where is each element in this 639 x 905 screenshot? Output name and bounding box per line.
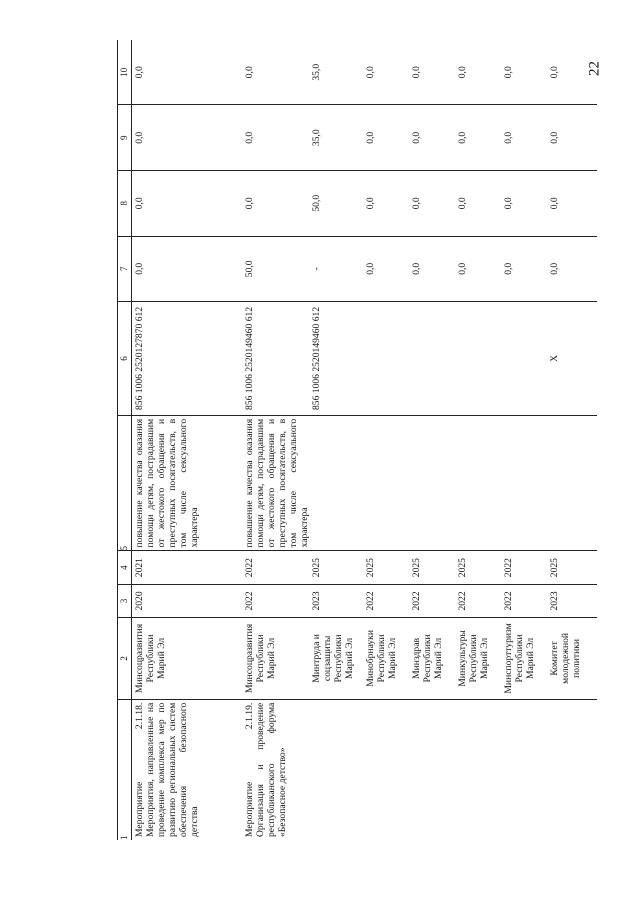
value-col-10: 0,0 — [363, 40, 409, 105]
expected-result — [409, 415, 455, 551]
value-col-9: 0,0 — [363, 105, 409, 171]
column-header-2: 2 — [118, 618, 132, 700]
end-year: 2022 — [242, 551, 311, 584]
measure-name — [363, 699, 409, 840]
start-year: 2022 — [455, 584, 501, 617]
value-col-7: - — [311, 236, 363, 302]
end-year: 2025 — [409, 551, 455, 584]
value-col-10: 0,0 — [547, 40, 597, 105]
measure-name — [501, 699, 547, 840]
page-number: 22 — [586, 61, 603, 76]
column-header-9: 9 — [118, 105, 132, 171]
value-col-8: 0,0 — [547, 171, 597, 237]
start-year: 2020 — [132, 584, 242, 617]
expected-result — [363, 415, 409, 551]
table-row — [363, 40, 409, 840]
start-year: 2022 — [409, 584, 455, 617]
value-col-9: 0,0 — [409, 105, 455, 171]
table-row — [547, 40, 597, 840]
budget-code — [501, 302, 547, 416]
executor: Минсоцразвития Республики Марий Эл — [242, 618, 311, 700]
budget-code: 856 1006 2520149460 612 — [311, 302, 363, 416]
budget-code: 856 1006 2520127870 612 — [132, 302, 242, 416]
budget-code — [363, 302, 409, 416]
value-col-10: 35,0 — [311, 40, 363, 105]
value-col-7: 50,0 — [242, 236, 311, 302]
value-col-9: 0,0 — [455, 105, 501, 171]
measure-name — [455, 699, 501, 840]
budget-code: X — [547, 302, 597, 416]
document-table-rotated — [117, 40, 607, 840]
expected-result — [311, 415, 363, 551]
value-col-9: 0,0 — [242, 105, 311, 171]
value-col-10: 0,0 — [132, 40, 242, 105]
table-row — [311, 40, 363, 840]
budget-code — [455, 302, 501, 416]
start-year: 2022 — [501, 584, 547, 617]
value-col-8: 0,0 — [409, 171, 455, 237]
start-year: 2022 — [363, 584, 409, 617]
column-header-4: 4 — [118, 551, 132, 584]
table-row — [409, 40, 455, 840]
value-col-10: 0,0 — [242, 40, 311, 105]
value-col-7: 0,0 — [455, 236, 501, 302]
budget-code: 856 1006 2520149460 612 — [242, 302, 311, 416]
column-header-5: 5 — [118, 415, 132, 551]
column-header-7: 7 — [118, 236, 132, 302]
value-col-10: 0,0 — [409, 40, 455, 105]
end-year: 2025 — [363, 551, 409, 584]
end-year: 2021 — [132, 551, 242, 584]
expected-result — [455, 415, 501, 551]
column-header-3: 3 — [118, 584, 132, 617]
value-col-10: 0,0 — [455, 40, 501, 105]
measure-name — [311, 699, 363, 840]
start-year: 2023 — [547, 584, 597, 617]
budget-code — [409, 302, 455, 416]
executor: Комитет молодежной политики — [547, 618, 597, 700]
start-year: 2023 — [311, 584, 363, 617]
column-header-8: 8 — [118, 171, 132, 237]
value-col-8: 0,0 — [455, 171, 501, 237]
expected-result — [547, 415, 597, 551]
measure-name: Мероприятие 2.1.19. Организация и проведение республиканского форума «Безопасное детство» — [243, 702, 288, 837]
executor: Минсоцразвития Республики Марий Эл — [132, 618, 242, 700]
executor: Минкультуры Республики Марий Эл — [455, 618, 501, 700]
value-col-7: 0,0 — [547, 236, 597, 302]
end-year: 2025 — [547, 551, 597, 584]
value-col-9: 35,0 — [311, 105, 363, 171]
column-number-row — [118, 40, 132, 840]
value-col-8: 50,0 — [311, 171, 363, 237]
end-year: 2025 — [455, 551, 501, 584]
value-col-8: 0,0 — [363, 171, 409, 237]
table-row — [242, 40, 311, 840]
table-row — [455, 40, 501, 840]
executor: Минздрав Республики Марий Эл — [409, 618, 455, 700]
start-year: 2022 — [242, 584, 311, 617]
expected-result — [501, 415, 547, 551]
value-col-8: 0,0 — [501, 171, 547, 237]
expected-result: повышение качества оказания помощи детям, пострадавшим от жестокого обращения и преступных посягательств, в том числе сексуального характера — [242, 415, 311, 551]
expected-result: повышение качества оказания помощи детям, пострадавшим от жестокого обращения и преступных посягательств, в том числе сексуального характера — [132, 415, 242, 551]
value-col-9: 0,0 — [501, 105, 547, 171]
column-header-6: 6 — [118, 302, 132, 416]
table-row — [501, 40, 547, 840]
value-col-9: 0,0 — [132, 105, 242, 171]
end-year: 2022 — [501, 551, 547, 584]
value-col-7: 0,0 — [409, 236, 455, 302]
value-col-7: 0,0 — [132, 236, 242, 302]
measure-name — [409, 699, 455, 840]
table-row — [132, 40, 242, 840]
value-col-9: 0,0 — [547, 105, 597, 171]
column-header-1: 1 — [118, 699, 132, 840]
measure-name — [547, 699, 597, 840]
program-measures-table — [117, 40, 597, 840]
value-col-8: 0,0 — [242, 171, 311, 237]
value-col-8: 0,0 — [132, 171, 242, 237]
executor: Минспорттуризм Республики Марий Эл — [501, 618, 547, 700]
measure-name: Мероприятие 2.1.18. Мероприятия, направленные на проведение комплекса мер по развитию региональных систем обеспечения безопасного детства — [134, 702, 200, 837]
end-year: 2025 — [311, 551, 363, 584]
executor: Минобрнауки Республики Марий Эл — [363, 618, 409, 700]
value-col-7: 0,0 — [363, 236, 409, 302]
value-col-7: 0,0 — [501, 236, 547, 302]
value-col-10: 0,0 — [501, 40, 547, 105]
executor: Минтруда и соцзащиты Республики Марий Эл — [311, 618, 363, 700]
column-header-10: 10 — [118, 40, 132, 105]
